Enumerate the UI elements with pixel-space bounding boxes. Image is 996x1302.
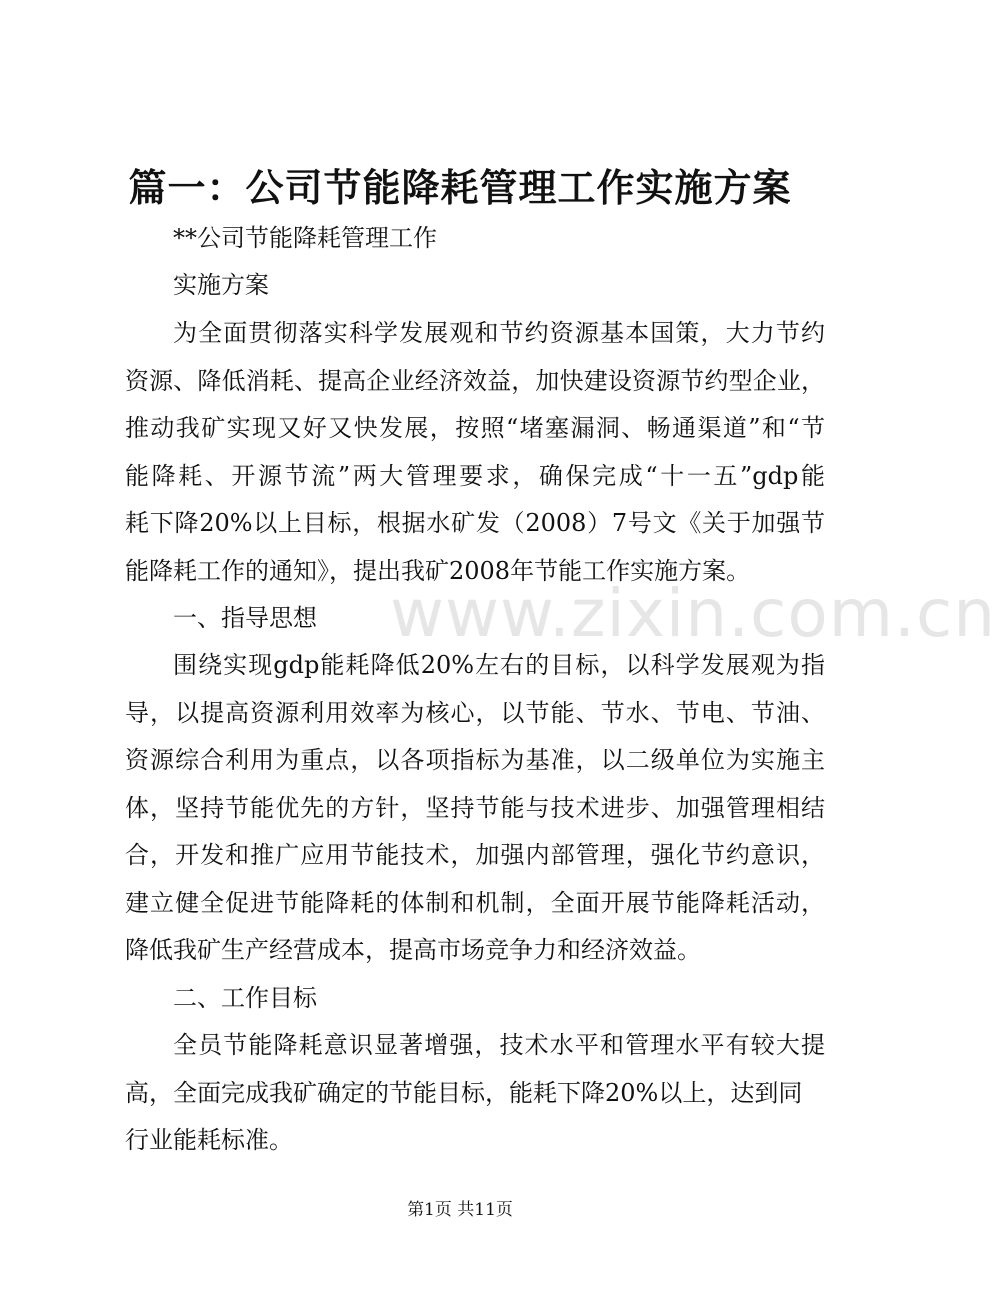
paragraph-guiding-line-2: 导，以提高资源利用效率为核心，以节能、节水、节电、节油、	[125, 699, 825, 727]
paragraph-goal-line-3: 行业能耗标准。	[125, 1126, 293, 1154]
paragraph-goal-line-2: 高，全面完成我矿确定的节能目标，能耗下降20%以上，达到同	[125, 1079, 803, 1107]
paragraph-guiding-line-5: 合，开发和推广应用节能技术，加强内部管理，强化节约意识，	[125, 841, 825, 869]
paragraph-guiding-line-1: 围绕实现gdp能耗降低20%左右的目标，以科学发展观为指	[173, 651, 825, 679]
paragraph-intro-line-1: 为全面贯彻落实科学发展观和节约资源基本国策，大力节约	[173, 319, 825, 347]
watermark: www.zixin.com.cn	[390, 575, 996, 652]
paragraph-intro-line-4: 能降耗、开源节流”两大管理要求，确保完成“十一五”gdp能	[125, 462, 825, 490]
document-title: 篇一：公司节能降耗管理工作实施方案	[128, 165, 792, 210]
paragraph-intro-line-5: 耗下降20%以上目标，根据水矿发（2008）7号文《关于加强节	[125, 509, 825, 537]
paragraph-guiding-line-6: 建立健全促进节能降耗的体制和机制，全面开展节能降耗活动，	[125, 889, 825, 917]
section-heading-1: 一、指导思想	[173, 604, 317, 632]
subtitle-line-1: **公司节能降耗管理工作	[173, 224, 437, 252]
subtitle-line-2: 实施方案	[173, 271, 269, 299]
section-heading-2: 二、工作目标	[173, 984, 317, 1012]
paragraph-intro-line-3: 推动我矿实现又好又快发展，按照“堵塞漏洞、畅通渠道”和“节	[125, 414, 825, 442]
paragraph-guiding-line-7: 降低我矿生产经营成本，提高市场竞争力和经济效益。	[125, 936, 701, 964]
page-footer: 第1页 共11页	[407, 1200, 513, 1220]
paragraph-goal-line-1: 全员节能降耗意识显著增强，技术水平和管理水平有较大提	[173, 1031, 825, 1059]
paragraph-guiding-line-4: 体，坚持节能优先的方针，坚持节能与技术进步、加强管理相结	[125, 794, 825, 822]
paragraph-guiding-line-3: 资源综合利用为重点，以各项指标为基准，以二级单位为实施主	[125, 746, 825, 774]
paragraph-intro-line-2: 资源、降低消耗、提高企业经济效益，加快建设资源节约型企业，	[125, 367, 825, 395]
paragraph-intro-line-6: 能降耗工作的通知》，提出我矿2008年节能工作实施方案。	[125, 557, 751, 585]
